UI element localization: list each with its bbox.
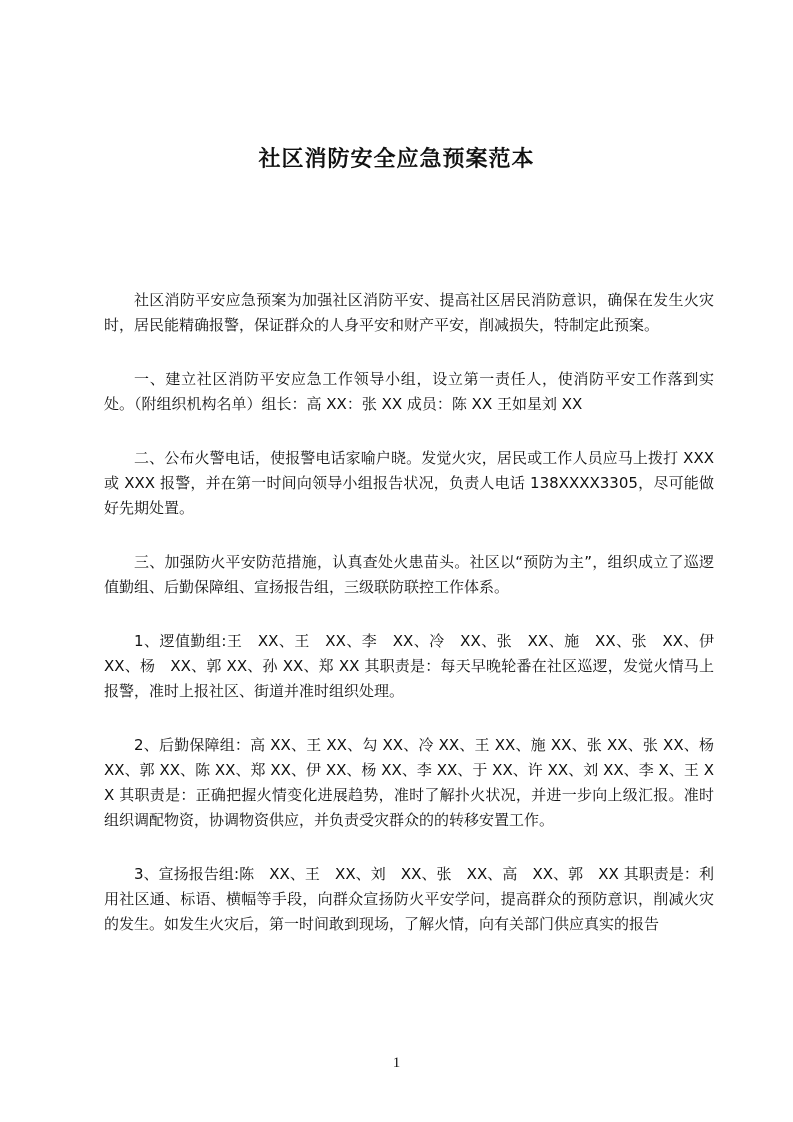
paragraph-publicity-group: 3、宣扬报告组:陈 XX、王 XX、刘 XX、张 XX、高 XX、郭 XX 其职责是：利用社区通、标语、横幅等手段，向群众宣扬防火平安学问，提高群众的预防意识，削减火灾的发生。如发生火灾后，第一时间敢到现场，了解火情，向有关部门供应真实的报告 xyxy=(104,865,714,933)
paragraph-section-one: 一、建立社区消防平安应急工作领导小组，设立第一责任人，使消防平安工作落到实处。（附组织机构名单）组长：高 XX：张 XX 成员：陈 XX 王如星刘 XX xyxy=(104,370,714,413)
paragraph-section-three: 三、加强防火平安防范措施，认真查处火患苗头。社区以“预防为主”，组织成立了巡逻值勤组、后勤保障组、宣扬报告组，三级联防联控工作体系。 xyxy=(104,553,714,596)
paragraph-intro: 社区消防平安应急预案为加强社区消防平安、提高社区居民消防意识，确保在发生火灾时，居民能精确报警，保证群众的人身平安和财产平安，削减损失，特制定此预案。 xyxy=(104,291,714,334)
paragraph-logistics-group: 2、后勤保障组：高 XX、王 XX、勾 XX、冷 XX、王 XX、施 XX、张 XX、张 XX、杨 XX、郭 XX、陈 XX、郑 XX、伊 XX、杨 XX、李 XX、于 XX、许 XX、刘 XX、李 X、王 XX 其职责是：正确把握火情变化进展趋势，准时了解扑火状况，并进一步向上级汇报。准时组织调配物资，协调物资供应，并负责受灾群众的的转移安置工作。 xyxy=(104,736,714,829)
page-number: 1 xyxy=(392,1055,401,1071)
document-body xyxy=(104,288,730,966)
paragraph-section-two: 二、公布火警电话，使报警电话家喻户晓。发觉火灾，居民或工作人员应马上拨打 XXX 或 XXX 报警，并在第一时间向领导小组报告状况，负责人电话 138XXXX3305，尽可能做好先期处置。 xyxy=(104,449,714,517)
paragraph-patrol-group: 1、逻值勤组:王 XX、王 XX、李 XX、冷 XX、张 XX、施 XX、张 XX、伊 XX、杨 XX、郭 XX、孙 XX、郑 XX 其职责是：每天早晚轮番在社区巡逻，发觉火情马上报警，准时上报社区、街道并准时组织处理。 xyxy=(104,632,730,700)
document-title: 社区消防安全应急预案范本 xyxy=(258,147,535,172)
